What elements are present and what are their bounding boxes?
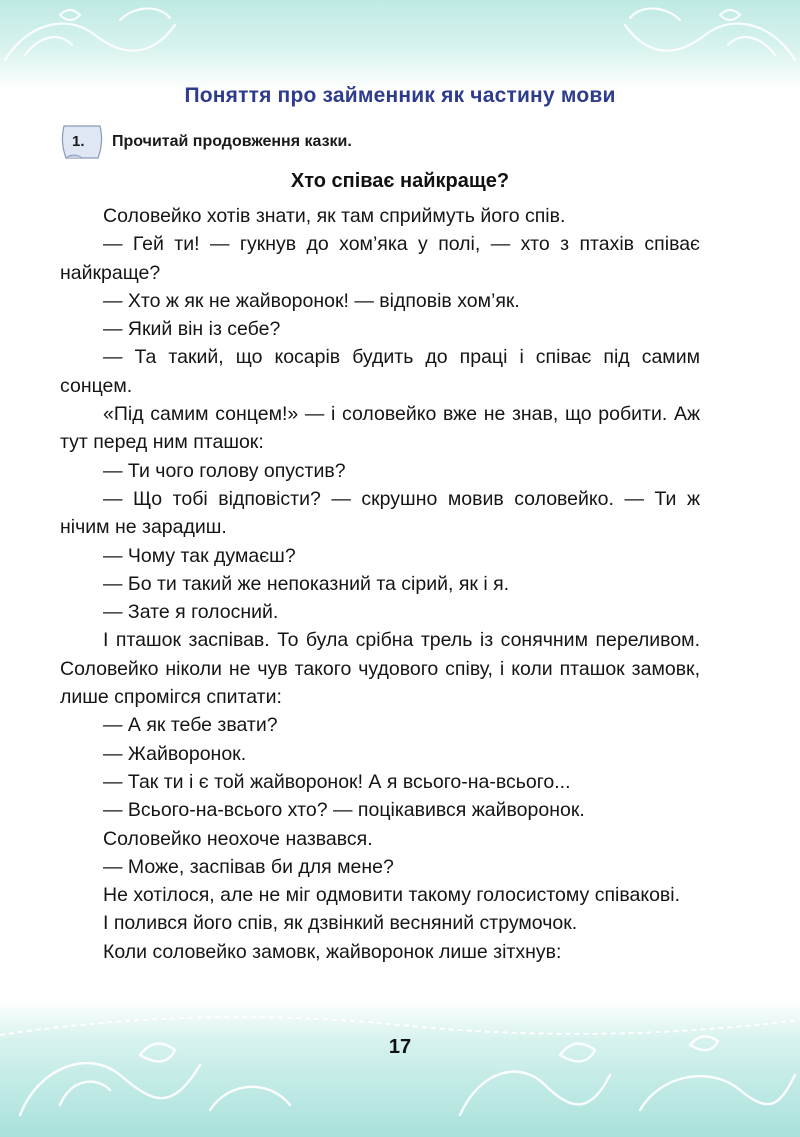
paragraph: Коли соловейко замовк, жайворонок лише зітхнув: bbox=[103, 940, 562, 963]
paragraph: — Хто ж як не жайворонок! — відповів хом’як. bbox=[103, 289, 520, 312]
paragraph: — Всього-на-всього хто? — поцікавився жайворонок. bbox=[103, 799, 585, 822]
paragraph: — Зате я голосний. bbox=[103, 601, 279, 624]
paragraph: — Ти чого голову опустив? bbox=[103, 459, 346, 482]
task-instruction: Прочитай продовження казки. bbox=[112, 133, 352, 150]
floral-ornament-icon bbox=[0, 995, 800, 1137]
paragraph: — Що тобі відповісти? — скрушно мовив соловейко. — Ти ж нічим не зарадиш. bbox=[60, 487, 700, 539]
story-text bbox=[60, 202, 700, 966]
paragraph: — Так ти і є той жайворонок! А я всього-на-всього... bbox=[103, 770, 571, 793]
paragraph: «Під самим сонцем!» — і соловейко вже не знав, що робити. Аж тут перед ним пташок: bbox=[60, 403, 700, 454]
paragraph: — Чому так думаєш? bbox=[103, 544, 296, 567]
paragraph: — А як тебе звати? bbox=[103, 714, 278, 737]
page-number: 17 bbox=[388, 1036, 412, 1058]
paragraph: — Гей ти! — гукнув до хом’яка у полі, — хто з птахів співає найкраще? bbox=[60, 233, 700, 284]
story-title: Хто співає найкраще? bbox=[290, 170, 510, 192]
paragraph: І пташок заспівав. То була срібна трель із сонячним переливом. Соловейко ніколи не чув такого чудового співу, і коли пташок замовк, лише спромігся спитати: bbox=[60, 629, 700, 709]
paragraph: — Може, заспівав би для мене? bbox=[103, 855, 394, 878]
paragraph: — Бо ти такий же непоказний та сірий, як і я. bbox=[103, 572, 510, 595]
task-number: 1. bbox=[72, 133, 85, 150]
paragraph: — Жайворонок. bbox=[103, 742, 247, 765]
paragraph: Соловейко хотів знати, як там сприймуть його спів. bbox=[103, 205, 566, 227]
paragraph: Не хотілося, але не міг одмовити такому голосистому співакові. bbox=[103, 884, 681, 907]
paragraph: Соловейко неохоче назвався. bbox=[103, 827, 373, 850]
floral-ornament-icon bbox=[0, 0, 800, 90]
paragraph: — Який він із себе? bbox=[103, 318, 281, 341]
paragraph: І полився його спів, як дзвінкий весняний струмочок. bbox=[103, 912, 578, 935]
paragraph: — Та такий, що косарів будить до праці і співає під самим сонцем. bbox=[60, 346, 700, 397]
section-title: Поняття про займенник як частину мови bbox=[184, 84, 616, 107]
